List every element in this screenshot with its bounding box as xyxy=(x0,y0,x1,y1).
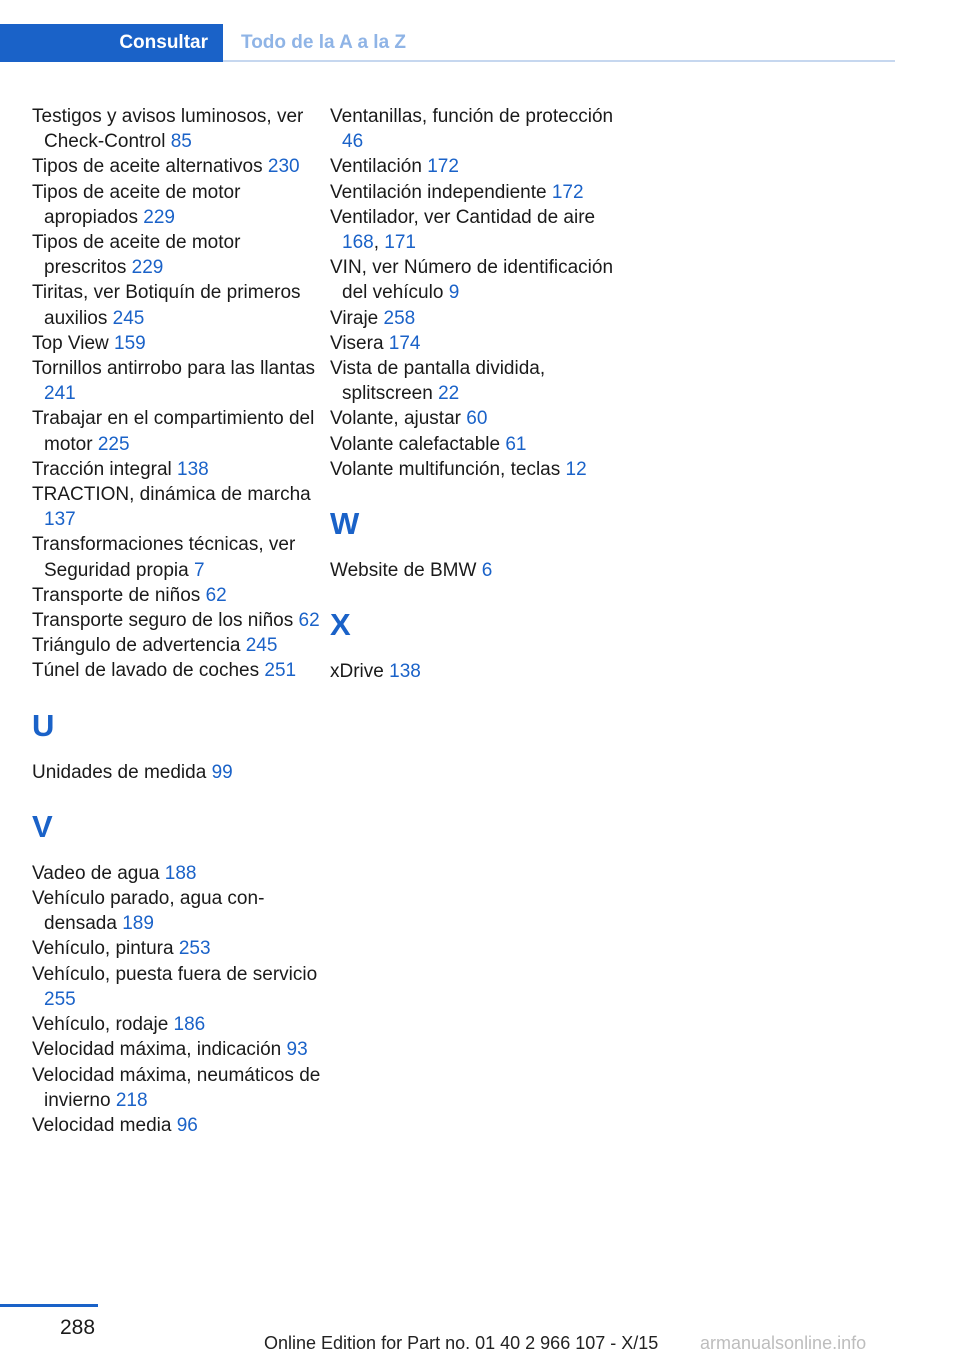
page-link[interactable]: 251 xyxy=(264,660,297,682)
page-link[interactable]: 138 xyxy=(177,458,209,480)
index-entry xyxy=(32,154,322,179)
page-link[interactable]: 99 xyxy=(211,761,233,783)
index-entry-text: Velocidad máxima, neumáticos de invierno xyxy=(32,1064,321,1111)
index-entry-text: Transporte de niños xyxy=(32,584,206,606)
index-entry xyxy=(32,583,322,608)
page-link[interactable]: 172 xyxy=(427,156,459,178)
page-link[interactable]: 245 xyxy=(112,307,145,329)
page-link[interactable]: 229 xyxy=(131,257,164,279)
index-entry-text: Top View xyxy=(32,332,115,354)
index-entry xyxy=(330,406,620,431)
page-link[interactable]: 7 xyxy=(194,559,205,581)
index-entry-text: Volante calefactable xyxy=(330,433,506,455)
page-link[interactable]: 137 xyxy=(44,509,76,531)
index-entry-text: Túnel de lavado de coches xyxy=(32,660,265,682)
page-link[interactable]: 258 xyxy=(383,307,416,329)
index-entry xyxy=(32,1113,322,1138)
index-entry-text: Vehículo, puesta fuera de servicio xyxy=(32,963,318,985)
index-entry xyxy=(32,886,322,936)
page-link[interactable]: 96 xyxy=(176,1114,198,1136)
index-entry xyxy=(330,180,620,205)
index-entry xyxy=(32,1037,322,1062)
index-entry-text: Vista de pantalla dividida, splitscreen xyxy=(330,358,546,405)
section-letter: W xyxy=(330,506,360,542)
index-entry-text: Ventilación independiente xyxy=(330,181,552,203)
index-entry xyxy=(32,1012,322,1037)
index-entry xyxy=(32,658,322,683)
page-link[interactable]: 241 xyxy=(44,383,76,405)
page-link[interactable]: 186 xyxy=(173,1014,206,1036)
edition-text: Online Edition for Part no. 01 40 2 966 107 - X/15 xyxy=(264,1333,659,1353)
index-entry-text: Transformaciones técnicas, ver Seguridad propia xyxy=(32,534,296,581)
index-entry-text: Triángulo de advertencia xyxy=(32,635,246,657)
index-entry xyxy=(32,608,322,633)
index-entry xyxy=(32,532,322,582)
index-entry-text: Viraje xyxy=(330,307,384,329)
index-entry xyxy=(32,1063,322,1113)
page-link[interactable]: 172 xyxy=(551,181,584,203)
page-link[interactable]: 9 xyxy=(448,282,460,304)
index-entry xyxy=(32,633,322,658)
index-entry xyxy=(32,331,322,356)
tab-todo-a-z[interactable] xyxy=(241,24,406,62)
index-entry xyxy=(32,104,322,154)
index-entry xyxy=(32,861,322,886)
index-entry-text: Trabajar en el compartimiento del motor xyxy=(32,408,315,455)
page-link[interactable]: 138 xyxy=(389,661,421,683)
index-entry-text: Tipos de aceite alternativos xyxy=(32,156,268,178)
page-link[interactable]: 230 xyxy=(267,156,300,178)
page-link[interactable]: 245 xyxy=(245,635,278,657)
index-entry-text: xDrive xyxy=(330,661,390,683)
index-entry-text: Website de BMW xyxy=(330,560,482,582)
footer-accent-line xyxy=(0,1304,98,1307)
index-entry-text: Vehículo parado, agua condensada xyxy=(32,888,265,935)
index-entry-text: TRACTION, dinámica de marcha xyxy=(32,484,311,506)
page-link[interactable]: 255 xyxy=(44,988,76,1010)
index-column-left xyxy=(32,104,322,1138)
page-link[interactable]: 60 xyxy=(466,408,488,430)
index-column-right xyxy=(330,104,620,684)
index-entry xyxy=(32,406,322,456)
index-entry xyxy=(330,306,620,331)
index-entry-text: VIN, ver Número de identificación del vehículo xyxy=(330,257,614,304)
page-link[interactable]: 174 xyxy=(388,332,421,354)
page-link[interactable]: 229 xyxy=(143,206,175,228)
index-entry xyxy=(32,356,322,406)
page-link[interactable]: 168 xyxy=(342,232,374,254)
section-letter: X xyxy=(330,607,351,643)
index-entry xyxy=(32,180,322,230)
index-entry xyxy=(330,659,620,684)
index-entry xyxy=(330,558,620,583)
index-entry xyxy=(330,457,620,482)
index-entry xyxy=(330,331,620,356)
page-link[interactable]: 61 xyxy=(505,433,527,455)
index-entry-text: Tipos de aceite de motor apropiados xyxy=(32,181,241,228)
index-entry xyxy=(32,457,322,482)
index-entry xyxy=(32,280,322,330)
section-letter: V xyxy=(32,808,53,844)
index-entry-text: Ventilador, ver Cantidad de aire xyxy=(330,206,596,228)
index-entry-text: Vehículo, rodaje xyxy=(32,1014,174,1036)
index-entry-text: Transporte seguro de los niños xyxy=(32,610,299,632)
section-letter: U xyxy=(32,707,55,743)
index-entry xyxy=(330,104,620,154)
page-link[interactable]: 188 xyxy=(164,862,197,884)
index-entry-text: Volante multifunción, teclas xyxy=(330,458,566,480)
index-entry-text: Visera xyxy=(330,332,389,354)
page-link[interactable]: 218 xyxy=(115,1089,148,1111)
index-entry-text: Tiritas, ver Botiquín de primeros auxilios xyxy=(32,282,301,329)
index-entry xyxy=(32,962,322,1012)
page-link[interactable]: 171 xyxy=(384,232,416,254)
index-entry xyxy=(330,255,620,305)
page-link[interactable]: 253 xyxy=(178,938,211,960)
index-entry xyxy=(32,230,322,280)
page-link[interactable]: 62 xyxy=(298,610,320,632)
page-link[interactable]: 189 xyxy=(122,913,154,935)
index-entry-text: Velocidad máxima, indicación xyxy=(32,1039,287,1061)
index-entry-text: Velocidad media xyxy=(32,1114,177,1136)
index-entry xyxy=(330,356,620,406)
index-entry-text: Vadeo de agua xyxy=(32,862,165,884)
index-entry xyxy=(32,482,322,532)
page-number: 288 xyxy=(60,1316,96,1339)
index-entry-text: Testigos y avisos luminosos, ver Check-Control xyxy=(32,106,304,153)
index-entry xyxy=(330,154,620,179)
page-link[interactable]: 93 xyxy=(286,1039,308,1061)
tab-consultar[interactable] xyxy=(0,24,223,62)
index-entry-text: Vehículo, pintura xyxy=(32,938,179,960)
header-divider xyxy=(223,60,895,62)
index-entry xyxy=(330,432,620,457)
index-entry xyxy=(32,760,322,785)
index-entry: Ventilador, ver Cantidad de aire 168, 171 xyxy=(330,206,596,254)
page-link[interactable]: 159 xyxy=(114,332,146,354)
page-link[interactable]: 6 xyxy=(481,560,493,582)
header xyxy=(0,0,960,64)
index-entry-text: Tracción integral xyxy=(32,458,178,480)
page-link[interactable]: 62 xyxy=(205,584,227,606)
page-link[interactable]: 12 xyxy=(565,458,587,480)
index-entry-text: Ventilación xyxy=(330,156,428,178)
tab-consultar-label: Consultar xyxy=(119,32,208,53)
page-link[interactable]: 22 xyxy=(438,383,460,405)
page-link[interactable]: 85 xyxy=(170,131,192,153)
index-entry xyxy=(32,936,322,961)
index-entry-text: Tornillos antirrobo para las llantas xyxy=(32,358,316,380)
watermark-text: armanualsonline.info xyxy=(700,1333,867,1353)
index-entry-text: Unidades de medida xyxy=(32,761,212,783)
tab-todo-a-z-label: Todo de la A a la Z xyxy=(241,32,407,53)
page-link[interactable]: 46 xyxy=(342,131,364,153)
index-entry-text: Volante, ajustar xyxy=(330,408,467,430)
index-entry-text: Tipos de aceite de motor prescritos xyxy=(32,232,241,279)
index-entry-text: Ventanillas, función de protección xyxy=(330,106,614,127)
page-link[interactable]: 225 xyxy=(97,433,130,455)
